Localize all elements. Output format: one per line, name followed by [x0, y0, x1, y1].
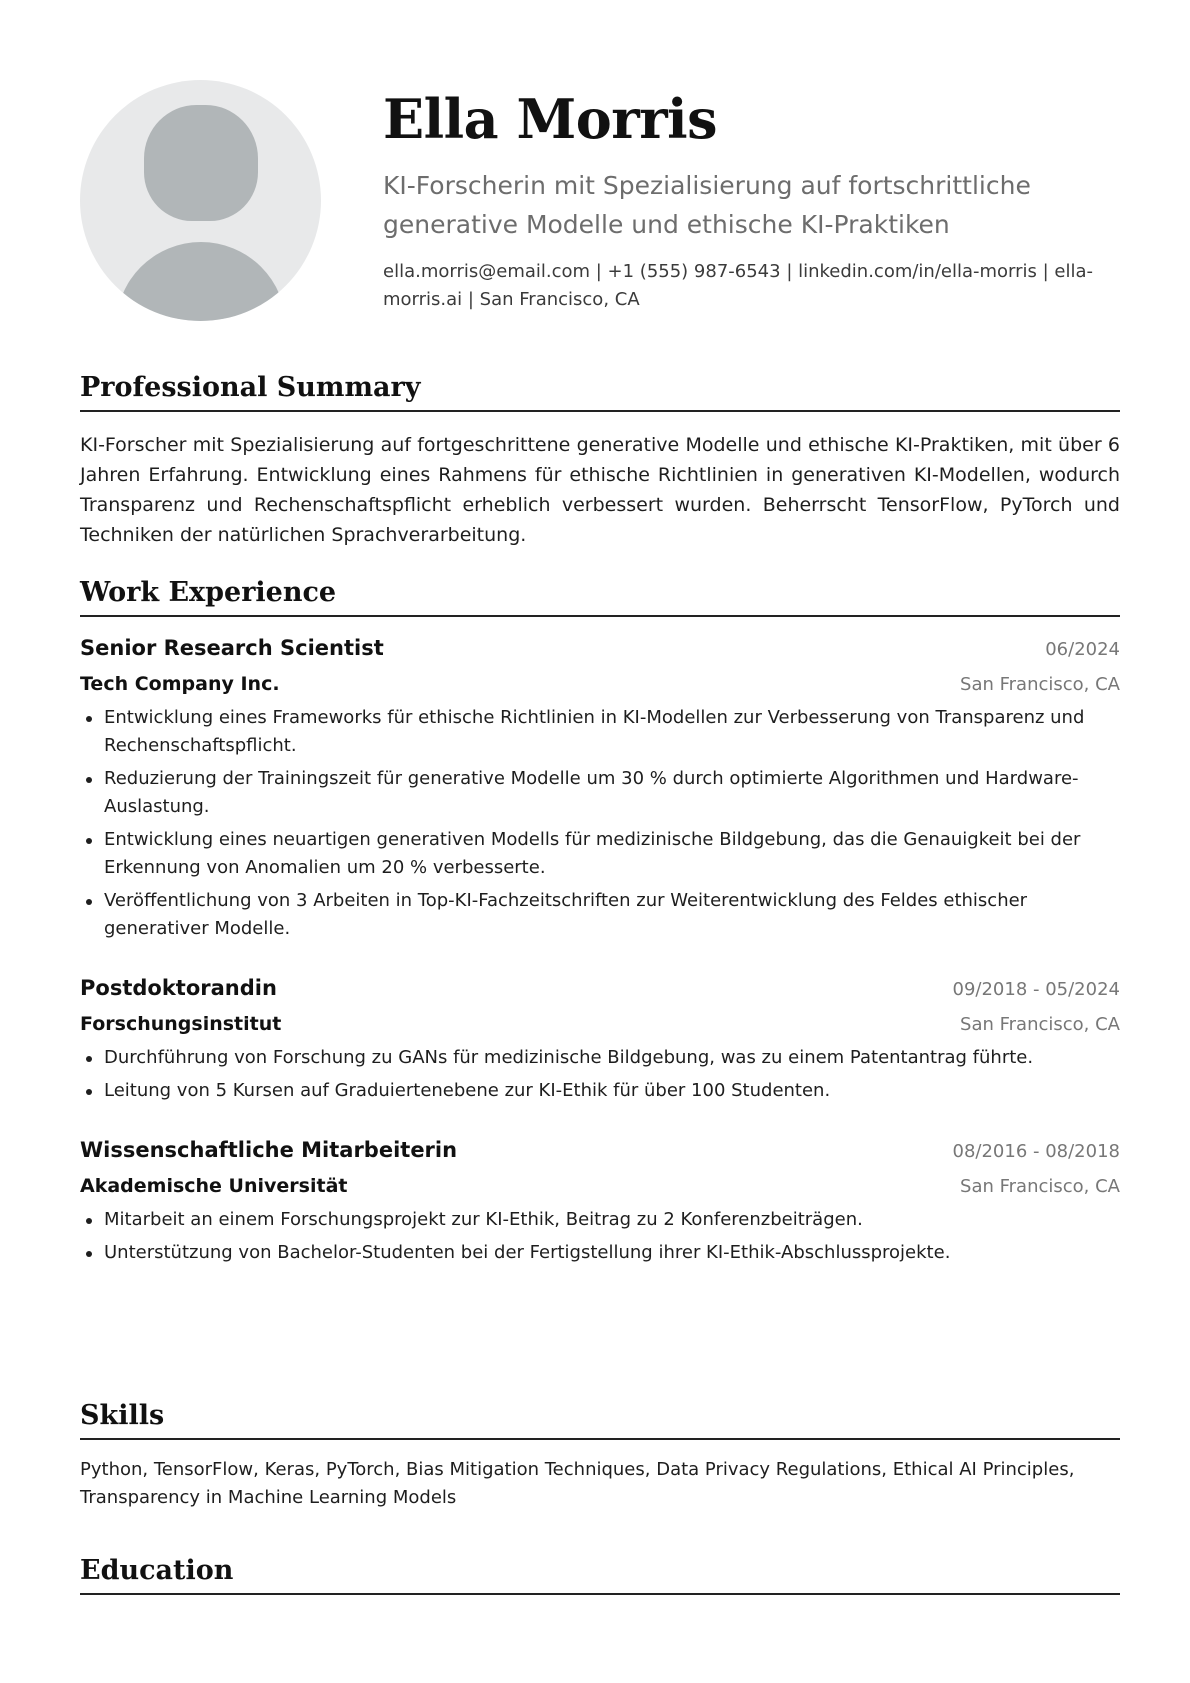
- job-location: San Francisco, CA: [960, 674, 1120, 695]
- bullet-dot-icon: [86, 899, 92, 905]
- contact-line: ella.morris@email.com | +1 (555) 987-6543 | linkedin.com/in/ella-morris | ella-morris.ai | San Francisco, CA: [383, 261, 1094, 310]
- avatar: [80, 80, 321, 321]
- job-company-row: [80, 1169, 1120, 1204]
- skills-heading: Skills: [80, 1398, 1120, 1440]
- job-entry: [80, 971, 1120, 1105]
- job-bullet-text: Mitarbeit an einem Forschungsprojekt zur KI-Ethik, Beitrag zu 2 Konferenzbeiträgen.: [104, 1209, 863, 1230]
- job-bullet-text: Veröffentlichung von 3 Arbeiten in Top-KI-Fachzeitschriften zur Weiterentwicklung des Feldes ethischer generativer Modelle.: [104, 890, 1028, 939]
- summary-heading: Professional Summary: [80, 370, 1120, 412]
- job-bullet-text: Entwicklung eines neuartigen generativen Modells für medizinische Bildgebung, das die Genauigkeit bei der Erkennung von Anomalien um 20 % verbesserte.: [104, 829, 1081, 878]
- job-date: 08/2016 - 08/2018: [952, 1141, 1120, 1162]
- skills-section: [80, 1398, 1120, 1512]
- job-bullet: [80, 765, 1120, 821]
- job-bullet-text: Unterstützung von Bachelor-Studenten bei der Fertigstellung ihrer KI-Ethik-Abschlussprojekte.: [104, 1242, 951, 1263]
- job-entry: [80, 1133, 1120, 1267]
- bullet-dot-icon: [86, 838, 92, 844]
- job-bullet: [80, 887, 1120, 943]
- job-title: Senior Research Scientist: [80, 636, 384, 660]
- resume-header: [80, 0, 1120, 330]
- job-title-row: [80, 631, 1120, 667]
- job-bullet: [80, 1077, 1120, 1105]
- job-location: San Francisco, CA: [960, 1176, 1120, 1197]
- job-date: 09/2018 - 05/2024: [952, 979, 1120, 1000]
- experience-section: [80, 575, 1120, 1272]
- job-title: Wissenschaftliche Mitarbeiterin: [80, 1138, 458, 1162]
- summary-text: KI-Forscher mit Spezialisierung auf fortgeschrittene generative Modelle und ethische KI-Praktiken, mit über 6 Jahren Erfahrung. Entwicklung eines Rahmens für ethische Richtlinien in generativen KI-Modellen, wodurch Transparenz und Rechenschaftspflicht erheblich verbessert wurden. Beherrscht TensorFlow, PyTorch und Techniken der natürlichen Sprachverarbeitung.: [80, 434, 1120, 546]
- bullet-dot-icon: [86, 777, 92, 783]
- bullet-dot-icon: [86, 1056, 92, 1062]
- candidate-name: Ella Morris: [383, 87, 718, 151]
- summary-section: [80, 370, 1120, 550]
- job-entry: [80, 631, 1120, 943]
- job-bullet-text: Reduzierung der Trainingszeit für generative Modelle um 30 % durch optimierte Algorithmen und Hardware-Auslastung.: [104, 768, 1079, 817]
- job-date: 06/2024: [1045, 639, 1120, 660]
- job-bullet: [80, 1206, 1120, 1234]
- job-title-row: [80, 1133, 1120, 1169]
- job-bullet: [80, 1239, 1120, 1267]
- job-company-row: [80, 1007, 1120, 1042]
- job-company: Akademische Universität: [80, 1175, 348, 1197]
- job-company: Tech Company Inc.: [80, 673, 280, 695]
- resume-page: [80, 0, 1120, 1586]
- education-section: [80, 1553, 1120, 1595]
- experience-heading: Work Experience: [80, 575, 1120, 617]
- bullet-dot-icon: [86, 716, 92, 722]
- job-bullets: [80, 1206, 1120, 1267]
- avatar-body-shape: [116, 242, 286, 321]
- avatar-head-shape: [144, 105, 258, 221]
- name-block: [383, 86, 1123, 314]
- job-title: Postdoktorandin: [80, 976, 277, 1000]
- job-bullet-text: Durchführung von Forschung zu GANs für medizinische Bildgebung, was zu einem Patentantrag führte.: [104, 1047, 1034, 1068]
- job-company: Forschungsinstitut: [80, 1013, 282, 1035]
- skills-text: Python, TensorFlow, Keras, PyTorch, Bias Mitigation Techniques, Data Privacy Regulations, Ethical AI Principles, Transparency in Machine Learning Models: [80, 1459, 1075, 1508]
- job-location: San Francisco, CA: [960, 1014, 1120, 1035]
- bullet-dot-icon: [86, 1218, 92, 1224]
- bullet-dot-icon: [86, 1251, 92, 1257]
- bullet-dot-icon: [86, 1089, 92, 1095]
- job-title-row: [80, 971, 1120, 1007]
- job-bullet: [80, 704, 1120, 760]
- education-heading: Education: [80, 1553, 1120, 1595]
- job-bullet-text: Entwicklung eines Frameworks für ethische Richtlinien in KI-Modellen zur Verbesserung von Transparenz und Rechenschaftspflicht.: [104, 707, 1085, 756]
- job-bullets: [80, 1044, 1120, 1105]
- job-bullet: [80, 1044, 1120, 1072]
- job-bullet-text: Leitung von 5 Kursen auf Graduiertenebene zur KI-Ethik für über 100 Studenten.: [104, 1080, 831, 1101]
- job-company-row: [80, 667, 1120, 702]
- job-bullet: [80, 826, 1120, 882]
- job-bullets: [80, 704, 1120, 943]
- candidate-headline: KI-Forscherin mit Spezialisierung auf fortschrittliche generative Modelle und ethische KI-Praktiken: [383, 171, 1031, 239]
